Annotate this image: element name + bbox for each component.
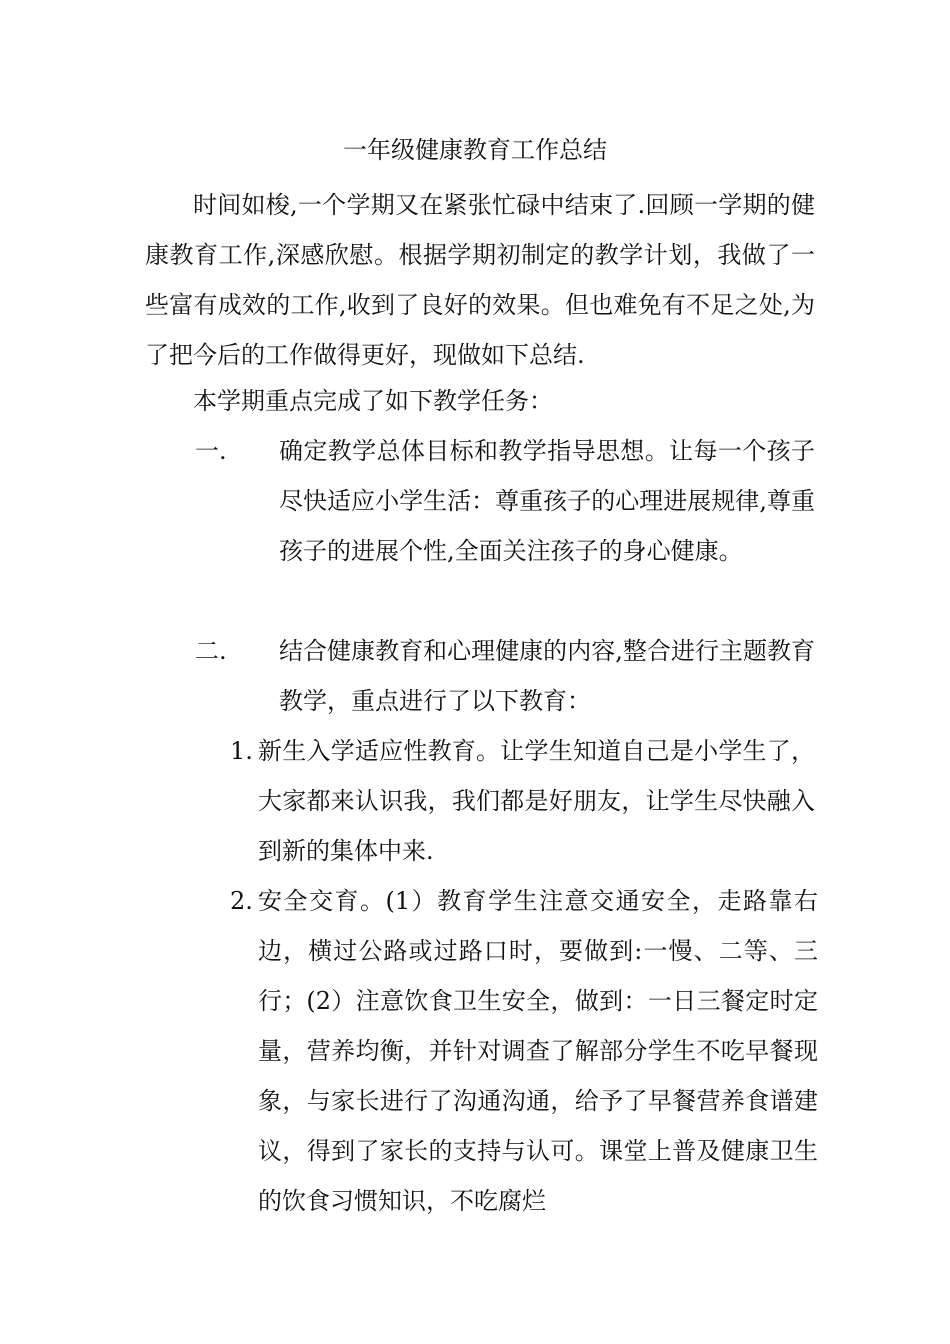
document-title: 一年级健康教育工作总结 xyxy=(343,136,607,164)
section-number: 一. xyxy=(195,437,227,465)
section-number: 二. xyxy=(195,637,227,665)
list-item-text: 新生入学适应性教育。让学生知道自己是小学生了，大家都来认识我，我们都是好朋友，让学生尽快融入到新的集体中来. xyxy=(258,737,815,865)
tasks-heading-block xyxy=(145,376,815,426)
section-text: 结合健康教育和心理健康的内容,整合进行主题教育教学，重点进行了以下教育： xyxy=(279,637,815,715)
tasks-heading: 本学期重点完成了如下教学任务： xyxy=(193,387,553,415)
list-item-number: 1. xyxy=(230,737,253,765)
list-item-number: 2. xyxy=(230,887,253,915)
list-item-text: 安全交育。(1）教育学生注意交通安全，走路靠右边，横过公路或过路口时，要做到:一慢、二等、三行；(2）注意饮食卫生安全，做到：一日三餐定时定量，营养均衡，并针对调查了解部分学生不吃早餐现象，与家长进行了沟通沟通，给予了早餐营养食谱建议，得到了家长的支持与认可。课堂上普及健康卫生的饮食习惯知识，不吃腐烂 xyxy=(258,887,818,1215)
section-text: 确定教学总体目标和教学指导思想。让每一个孩子尽快适应小学生活：尊重孩子的心理进展规律,尊重孩子的进展个性,全面关注孩子的身心健康。 xyxy=(279,437,815,565)
intro-paragraph xyxy=(145,180,815,380)
intro-text: 时间如梭,一个学期又在紧张忙碌中结束了.回顾一学期的健康教育工作,深感欣慰。根据学期初制定的教学计划，我做了一些富有成效的工作,收到了良好的效果。但也难免有不足之处,为了把今后的工作做得更好，现做如下总结. xyxy=(145,191,815,369)
